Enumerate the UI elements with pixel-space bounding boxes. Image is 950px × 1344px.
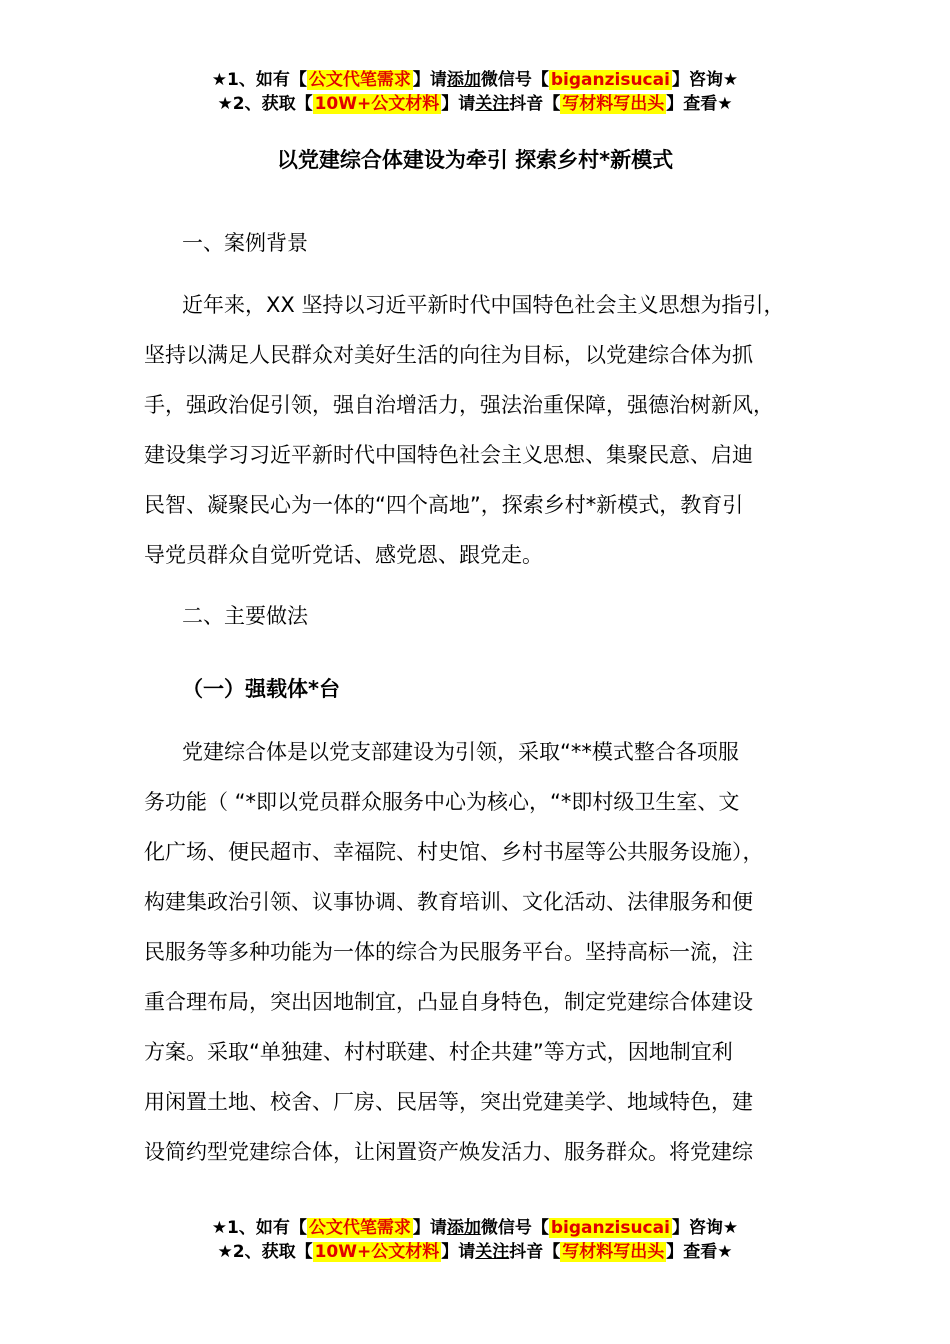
paragraph-line: 设简约型党建综合体，让闲置资产焕发活力、服务群众。将党建综 [144,1140,753,1164]
banner-text: ★1、如有【 [211,1218,307,1238]
banner-highlight: 写材料写出头 [562,94,665,114]
banner-text: ★2、获取【 [217,1242,313,1262]
banner-text: 微信号【 [480,70,549,90]
paragraph-line: 民服务等多种功能为一体的综合为民服务平台。坚持高标一流，注 [144,940,753,964]
paragraph-line: 民智、凝聚民心为一体的“四个高地”，探索乡村*新模式，教育引 [144,493,744,517]
bottom-banner [0,1216,950,1264]
banner-highlight: 10W+公文材料 [314,94,440,114]
section-heading-practices: 二、主要做法 [182,604,308,628]
banner-underlined: 关注 [475,1242,510,1262]
banner-highlight: biganzisucai [550,70,670,90]
banner-underlined: 添加 [446,70,481,90]
paragraph-line: 近年来，XX 坚持以习近平新时代中国特色社会主义思想为指引， [182,293,785,317]
banner-text: ★2、获取【 [217,94,313,114]
banner-text: 】请 [441,94,476,114]
paragraph-line: 方案。采取“单独建、村村联建、村企共建”等方式，因地制宜利 [144,1040,733,1064]
banner-text: 抖音【 [509,94,561,114]
banner-text: 】请 [412,1218,447,1238]
banner-text: 微信号【 [480,1218,549,1238]
sub-heading: （一）强载体*台 [182,677,340,701]
banner-highlight: 公文代笔需求 [308,1218,411,1238]
section-background-paragraph [144,280,834,580]
paragraph-line: 务功能（ “*即以党员群众服务中心为核心，“*即村级卫生室、文 [144,790,740,814]
paragraph-line: 建设集学习习近平新时代中国特色社会主义思想、集聚民意、启迪 [144,443,753,467]
paragraph-line: 导党员群众自觉听党话、感党恩、跟党走。 [144,543,543,567]
banner-text: ★1、如有【 [211,70,307,90]
banner-text: 抖音【 [509,1242,561,1262]
paragraph-line: 用闲置土地、校舍、厂房、民居等，突出党建美学、地域特色，建 [144,1090,753,1114]
banner-text: 】请 [441,1242,476,1262]
paragraph-line: 坚持以满足人民群众对美好生活的向往为目标，以党建综合体为抓 [144,343,753,367]
banner-text: 】咨询★ [671,70,739,90]
paragraph-line: 党建综合体是以党支部建设为引领，采取“**模式整合各项服 [182,740,739,764]
paragraph-line: 构建集政治引领、议事协调、教育培训、文化活动、法律服务和便 [144,890,753,914]
banner-highlight: 写材料写出头 [562,1242,665,1262]
section-practices-paragraph [144,727,834,1177]
top-banner [0,68,950,116]
banner-text: 】查看★ [666,94,733,114]
paragraph-line: 化广场、便民超市、幸福院、村史馆、乡村书屋等公共服务设施）， [144,840,764,864]
banner-highlight: biganzisucai [550,1218,670,1238]
banner-highlight: 公文代笔需求 [308,70,411,90]
paragraph-line: 手，强政治促引领，强自治增活力，强法治重保障，强德治树新风， [144,393,774,417]
banner-underlined: 添加 [446,1218,481,1238]
banner-highlight: 10W+公文材料 [314,1242,440,1262]
banner-line-1 [0,1216,950,1240]
banner-line-2 [0,1240,950,1264]
paragraph-line: 重合理布局，突出因地制宜，凸显自身特色，制定党建综合体建设 [144,990,753,1014]
banner-text: 】咨询★ [671,1218,739,1238]
section-heading-background: 一、案例背景 [182,231,308,255]
banner-line-1 [0,68,950,92]
banner-text: 】请 [412,70,447,90]
banner-underlined: 关注 [475,94,510,114]
document-title: 以党建综合体建设为牵引 探索乡村*新模式 [276,148,674,172]
banner-text: 】查看★ [666,1242,733,1262]
banner-line-2 [0,92,950,116]
